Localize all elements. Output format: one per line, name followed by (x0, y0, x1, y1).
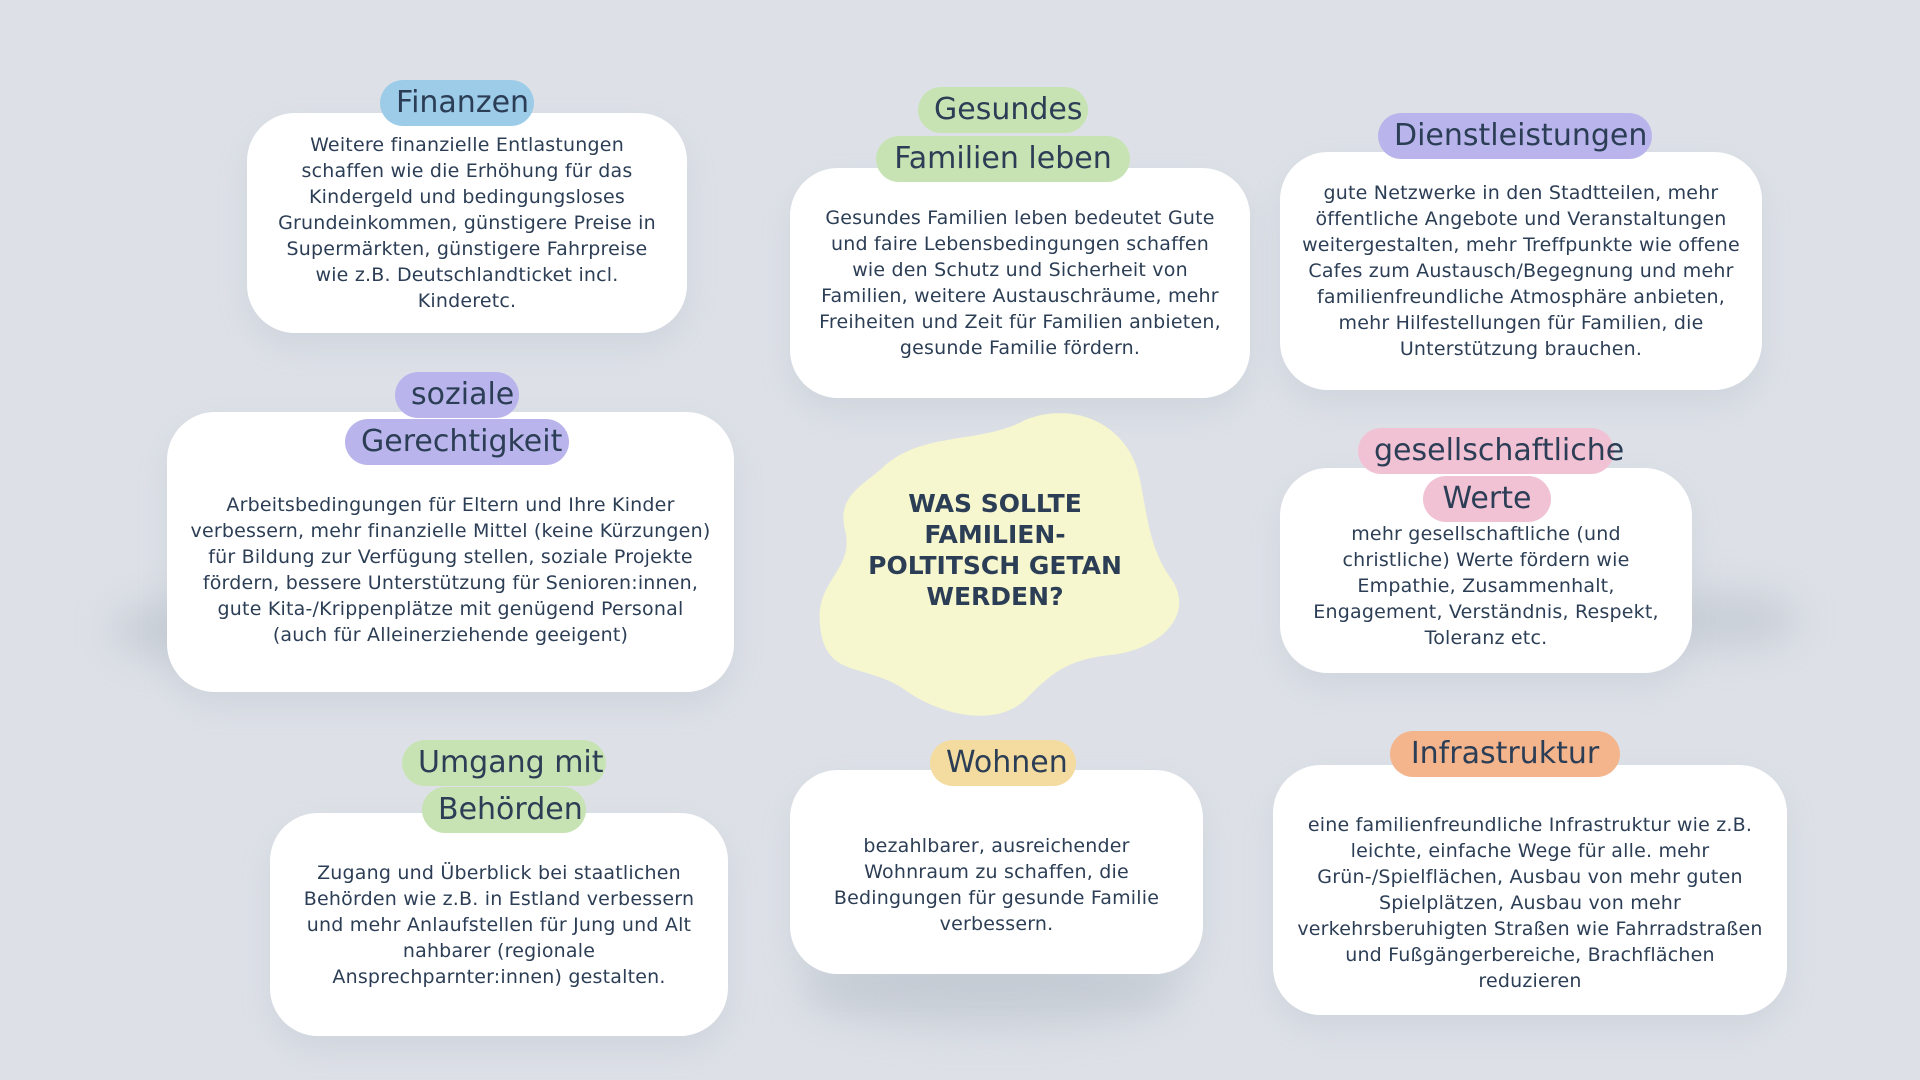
dienstleistungen-text: gute Netzwerke in den Stadtteilen, mehr öffentliche Angebote und Veranstaltungen weitergestalten, mehr Treffpunkte wie offene Cafes zum Austausch/Begegnung und mehr familienfreundliche Atmosphäre anbieten, mehr Hilfestellungen für Familien, die Unterstützung brauchen. (1302, 182, 1740, 360)
umgang-behoerden-card (270, 813, 728, 1036)
soziale-gerechtigkeit-label-bottom: Gerechtigkeit (345, 419, 569, 465)
dienstleistungen-label: Dienstleistungen (1378, 113, 1652, 159)
gesundes-familien-label-top: Gesundes (918, 87, 1088, 133)
umgang-behoerden-text: Zugang und Überblick bei staatlichen Behörden wie z.B. in Estland verbessern und mehr Anlaufstellen für Jung und Alt nahbarer (regionale Ansprechparnter:innen) gestalten. (303, 861, 695, 988)
gesellschaftliche-werte-label-top: gesellschaftliche (1358, 428, 1614, 474)
infrastruktur-text: eine familienfreundliche Infrastruktur wie z.B. leichte, einfache Wege für alle. mehr Grün-/Spielflächen, Ausbau von mehr guten Spielplätzen, Ausbau von mehr verkehrsberuhigten Straßen wie Fahrradstraßen und Fußgängerbereiche, Brachflächen reduzieren (1297, 814, 1763, 992)
center-title: WAS SOLLTE FAMILIEN-POLTITSCH GETAN WERDEN? (868, 489, 1122, 611)
dienstleistungen-card (1280, 152, 1762, 390)
finanzen-text: Weitere finanzielle Entlastungen schaffen wie die Erhöhung für das Kindergeld und bedingungsloses Grundeinkommen, günstigere Preise in Supermärkten, günstigere Fahrpreise wie z.B. Deutschlandticket incl. Kinderetc. (278, 134, 656, 312)
infrastruktur-card (1273, 765, 1787, 1015)
wohnen-card (790, 770, 1203, 974)
soziale-gerechtigkeit-text: Arbeitsbedingungen für Eltern und Ihre Kinder verbessern, mehr finanzielle Mittel (keine Kürzungen) für Bildung zur Verfügung stellen, soziale Projekte fördern, bessere Unterstützung für Senioren:innen, gute Kita-/Krippenplätze mit genügend Personal (auch für Alleinerziehende geeigent) (190, 494, 711, 646)
wohnen-text: bezahlbarer, ausreichender Wohnraum zu schaffen, die Bedingungen für gesunde Familie verbessern. (833, 835, 1160, 935)
infrastruktur-label: Infrastruktur (1390, 731, 1620, 777)
gesundes-familien-card (790, 168, 1250, 398)
umgang-behoerden-label-top: Umgang mit (402, 740, 606, 786)
gesundes-familien-text: Gesundes Familien leben bedeutet Gute und faire Lebensbedingungen schaffen wie den Schutz und Sicherheit von Familien, weitere Austauschräume, mehr Freiheiten und Zeit für Familien anbieten, gesunde Familie fördern. (819, 207, 1221, 359)
umgang-behoerden-label-bottom: Behörden (422, 787, 586, 833)
finanzen-card (247, 113, 687, 333)
soziale-gerechtigkeit-label-top: soziale (395, 372, 519, 418)
gesundes-familien-label-bottom: Familien leben (876, 136, 1130, 182)
wohnen-label: Wohnen (930, 740, 1076, 786)
finanzen-label: Finanzen (380, 80, 534, 126)
gesellschaftliche-werte-text: mehr gesellschaftliche (und christliche) Werte fördern wie Empathie, Zusammenhalt, Engagement, Verständnis, Respekt, Toleranz etc. (1313, 522, 1659, 649)
gesellschaftliche-werte-label-bottom: Werte (1423, 476, 1551, 522)
